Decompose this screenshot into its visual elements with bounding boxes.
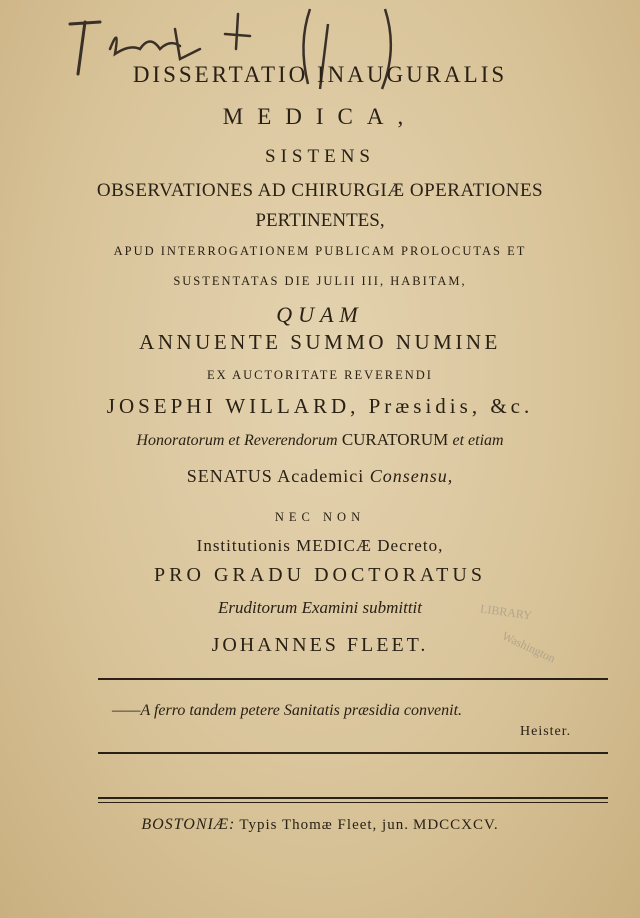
- author-name: JOHANNES FLEET.: [211, 634, 429, 656]
- title-line-1: DISSERTATIO INAUGURALIS: [132, 62, 508, 87]
- rule-double-top: [98, 797, 608, 799]
- title-line-13-part-b: Consensu,: [369, 466, 454, 486]
- title-line-16: PRO GRADU DOCTORATUS: [154, 564, 486, 586]
- title-line-9: ANNUENTE SUMMO NUMINE: [139, 330, 501, 354]
- title-line-2: MEDICA,: [222, 104, 418, 129]
- rule-double-bottom: [98, 802, 608, 803]
- epigraph-quote: ——A ferro tandem petere Sanitatis præsidia convenit.: [112, 702, 463, 719]
- title-line-4: OBSERVATIONES AD CHIRURGIÆ OPERATIONES: [96, 180, 544, 201]
- title-line-6: APUD INTERROGATIONEM PUBLICAM PROLOCUTAS ET: [113, 244, 527, 258]
- imprint-year: MDCCXCV.: [412, 817, 499, 833]
- imprint-city: BOSTONIÆ:: [141, 816, 236, 833]
- title-line-14: NEC NON: [274, 510, 366, 524]
- stamp-text-1: LIBRARY: [479, 601, 533, 623]
- epigraph-author: Heister.: [520, 724, 572, 739]
- title-line-12: [0, 430, 640, 450]
- title-line-17: Eruditorum Examini submittit: [218, 598, 422, 617]
- title-line-8: QUAM: [276, 302, 364, 327]
- title-line-12-part-a: Honoratorum et Reverendorum: [136, 432, 338, 449]
- title-line-15: Institutionis MEDICÆ Decreto,: [196, 536, 444, 555]
- stamp-text-2: Washington: [499, 628, 558, 666]
- title-line-5: PERTINENTES,: [255, 210, 385, 231]
- title-line-13-part-a: SENATUS Academici: [186, 466, 365, 486]
- library-stamp: [470, 585, 600, 675]
- title-line-10: EX AUCTORITATE REVERENDI: [207, 368, 433, 382]
- rule-middle: [98, 752, 608, 754]
- title-line-12-part-c: et etiam: [452, 432, 504, 449]
- title-line-13: [0, 466, 640, 487]
- rule-top: [98, 678, 608, 680]
- title-line-3: SISTENS: [265, 146, 375, 167]
- handwritten-annotation: [60, 4, 400, 104]
- title-line-12-part-b: CURATORUM: [341, 430, 449, 449]
- title-line-7: SUSTENTATAS DIE JULII III, HABITAM,: [173, 274, 467, 288]
- title-line-11: JOSEPHI WILLARD, Præsidis, &c.: [106, 394, 534, 418]
- imprint-printer: Typis Thomæ Fleet, jun.: [239, 817, 409, 833]
- imprint: [0, 816, 640, 834]
